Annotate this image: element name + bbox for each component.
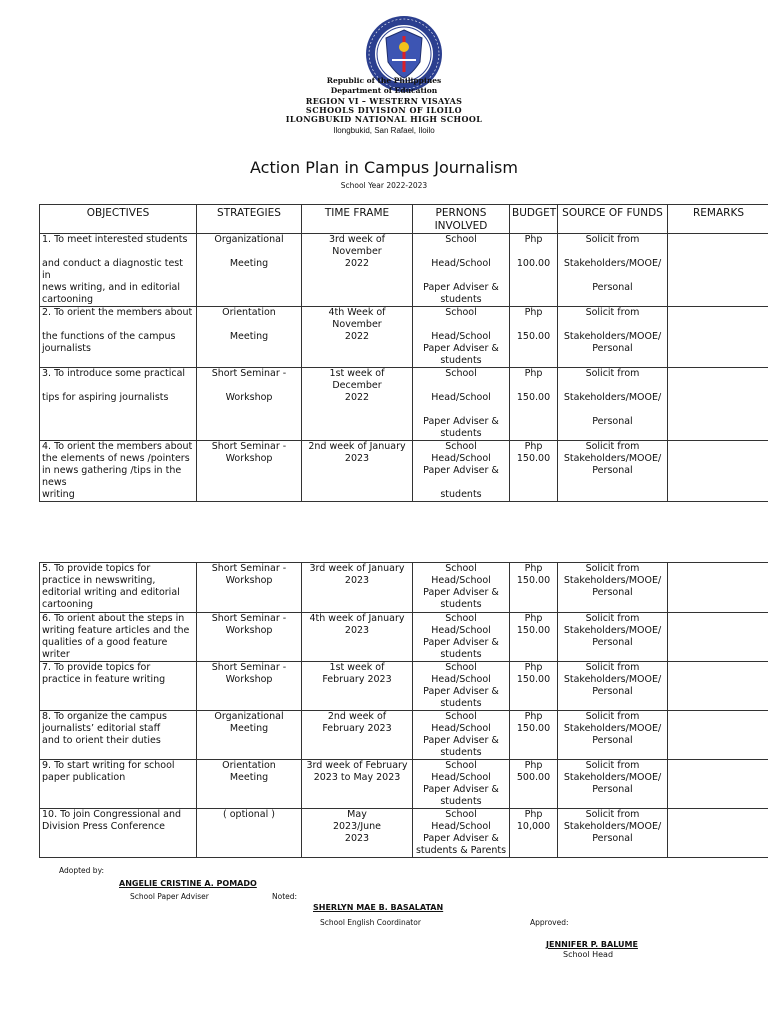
cell-budget: Php 150.00	[510, 563, 558, 613]
header-budget: BUDGET	[510, 205, 558, 234]
school-head-role: School Head	[563, 950, 614, 959]
cell-time-frame: 4th week of January 2023	[302, 613, 413, 662]
cell-persons-involved: School Head/School Paper Adviser & students	[413, 441, 510, 502]
cell-source-of-funds: Solicit from Stakeholders/MOOE/ Personal	[558, 711, 668, 760]
cell-source-of-funds: Solicit from Stakeholders/MOOE/ Personal	[558, 809, 668, 858]
cell-objectives: 7. To provide topics for practice in feature writing	[40, 662, 197, 711]
cell-source-of-funds: Solicit from Stakeholders/MOOE/ Personal	[558, 613, 668, 662]
cell-strategies: Short Seminar - Workshop	[197, 662, 302, 711]
table-row	[40, 711, 768, 760]
cell-strategies: ( optional )	[197, 809, 302, 858]
adopted-label: Adopted by:	[59, 866, 104, 875]
cell-remarks	[668, 662, 768, 711]
cell-budget: Php 150.00	[510, 711, 558, 760]
cell-strategies: Orientation Meeting	[197, 760, 302, 809]
cell-source-of-funds: Solicit from Stakeholders/MOOE/ Personal	[558, 662, 668, 711]
header-republic: Republic of the Philippines	[326, 76, 442, 85]
table-row	[40, 368, 768, 441]
cell-remarks	[668, 234, 768, 307]
cell-persons-involved: School Head/School Paper Adviser & students	[413, 613, 510, 662]
table-header-row	[40, 205, 768, 234]
cell-strategies: Short Seminar - Workshop	[197, 613, 302, 662]
adviser-role: School Paper Adviser	[130, 892, 209, 901]
cell-objectives: 1. To meet interested students and conduct a diagnostic test in news writing, and in editorial cartooning	[40, 234, 197, 307]
table-row	[40, 563, 768, 613]
cell-source-of-funds: Solicit from Stakeholders/MOOE/ Personal	[558, 368, 668, 441]
cell-time-frame: 2nd week of January 2023	[302, 441, 413, 502]
header-persons-involved: PERNONS INVOLVED	[413, 205, 510, 234]
cell-persons-involved: School Head/School Paper Adviser & students	[413, 234, 510, 307]
cell-strategies: Organizational Meeting	[197, 234, 302, 307]
cell-time-frame: 3rd week of January 2023	[302, 563, 413, 613]
cell-source-of-funds: Solicit from Stakeholders/MOOE/ Personal	[558, 234, 668, 307]
header-address: Ilongbukid, San Rafael, Iloilo	[333, 126, 435, 135]
cell-budget: Php 500.00	[510, 760, 558, 809]
cell-objectives: 8. To organize the campus journalists’ editorial staff and to orient their duties	[40, 711, 197, 760]
cell-persons-involved: School Head/School Paper Adviser & students	[413, 563, 510, 613]
cell-remarks	[668, 563, 768, 613]
cell-strategies: Short Seminar - Workshop	[197, 563, 302, 613]
cell-persons-involved: School Head/School Paper Adviser & students	[413, 307, 510, 368]
cell-budget: Php 150.00	[510, 441, 558, 502]
cell-source-of-funds: Solicit from Stakeholders/MOOE/ Personal	[558, 760, 668, 809]
cell-budget: Php 100.00	[510, 234, 558, 307]
cell-budget: Php 10,000	[510, 809, 558, 858]
action-plan-table	[39, 204, 768, 502]
table-row	[40, 441, 768, 502]
cell-time-frame: 3rd week of February 2023 to May 2023	[302, 760, 413, 809]
cell-strategies: Short Seminar - Workshop	[197, 441, 302, 502]
cell-budget: Php 150.00	[510, 662, 558, 711]
table-body-page2	[40, 563, 768, 858]
header-objectives: OBJECTIVES	[40, 205, 197, 234]
approved-label: Approved:	[530, 918, 569, 927]
cell-objectives: 6. To orient about the steps in writing feature articles and the qualities of a good feature writer	[40, 613, 197, 662]
cell-remarks	[668, 711, 768, 760]
school-year: School Year 2022-2023	[340, 181, 428, 190]
cell-time-frame: 2nd week of February 2023	[302, 711, 413, 760]
cell-budget: Php 150.00	[510, 613, 558, 662]
cell-persons-involved: School Head/School Paper Adviser & students	[413, 662, 510, 711]
header-source-of-funds: SOURCE OF FUNDS	[558, 205, 668, 234]
cell-time-frame: May 2023/June 2023	[302, 809, 413, 858]
noted-label: Noted:	[272, 892, 298, 901]
table-row	[40, 307, 768, 368]
header-division: SCHOOLS DIVISION OF ILOILO	[305, 105, 463, 115]
cell-objectives: 10. To join Congressional and Division Press Conference	[40, 809, 197, 858]
cell-strategies: Orientation Meeting	[197, 307, 302, 368]
header-remarks: REMARKS	[668, 205, 768, 234]
cell-time-frame: 4th Week of November 2022	[302, 307, 413, 368]
table-row	[40, 809, 768, 858]
header-strategies: STRATEGIES	[197, 205, 302, 234]
header-time-frame: TIME FRAME	[302, 205, 413, 234]
cell-persons-involved: School Head/School Paper Adviser & students	[413, 711, 510, 760]
cell-persons-involved: School Head/School Paper Adviser & students	[413, 760, 510, 809]
cell-budget: Php 150.00	[510, 307, 558, 368]
cell-source-of-funds: Solicit from Stakeholders/MOOE/ Personal	[558, 307, 668, 368]
cell-objectives: 4. To orient the members about the elements of news /pointers in news gathering /tips in the news writing	[40, 441, 197, 502]
school-head-name: JENNIFER P. BALUME	[546, 940, 638, 949]
cell-time-frame: 1st week of December 2022	[302, 368, 413, 441]
cell-persons-involved: School Head/School Paper Adviser & students	[413, 368, 510, 441]
cell-remarks	[668, 441, 768, 502]
header-department: Department of Education	[330, 86, 438, 95]
cell-time-frame: 3rd week of November 2022	[302, 234, 413, 307]
header-school: ILONGBUKID NATIONAL HIGH SCHOOL	[285, 114, 483, 124]
cell-remarks	[668, 368, 768, 441]
cell-objectives: 9. To start writing for school paper publication	[40, 760, 197, 809]
table-row	[40, 613, 768, 662]
cell-objectives: 5. To provide topics for practice in newswriting, editorial writing and editorial cartooning	[40, 563, 197, 613]
cell-time-frame: 1st week of February 2023	[302, 662, 413, 711]
cell-remarks	[668, 307, 768, 368]
table-row	[40, 760, 768, 809]
coordinator-name: SHERLYN MAE B. BASALATAN	[313, 903, 444, 912]
cell-source-of-funds: Solicit from Stakeholders/MOOE/ Personal	[558, 563, 668, 613]
adviser-name: ANGELIE CRISTINE A. POMADO	[119, 879, 257, 888]
cell-remarks	[668, 809, 768, 858]
action-plan-table-continued	[39, 562, 768, 858]
cell-remarks	[668, 760, 768, 809]
document-title: Action Plan in Campus Journalism	[250, 158, 518, 177]
table-row	[40, 662, 768, 711]
cell-objectives: 3. To introduce some practical tips for aspiring journalists	[40, 368, 197, 441]
cell-source-of-funds: Solicit from Stakeholders/MOOE/ Personal	[558, 441, 668, 502]
cell-strategies: Short Seminar - Workshop	[197, 368, 302, 441]
coordinator-role: School English Coordinator	[320, 918, 421, 927]
cell-remarks	[668, 613, 768, 662]
header-region: REGION VI – WESTERN VISAYAS	[305, 96, 463, 106]
cell-persons-involved: School Head/School Paper Adviser & students & Parents	[413, 809, 510, 858]
cell-budget: Php 150.00	[510, 368, 558, 441]
table-body-page1	[40, 234, 768, 502]
table-row	[40, 234, 768, 307]
cell-objectives: 2. To orient the members about the functions of the campus journalists	[40, 307, 197, 368]
cell-strategies: Organizational Meeting	[197, 711, 302, 760]
